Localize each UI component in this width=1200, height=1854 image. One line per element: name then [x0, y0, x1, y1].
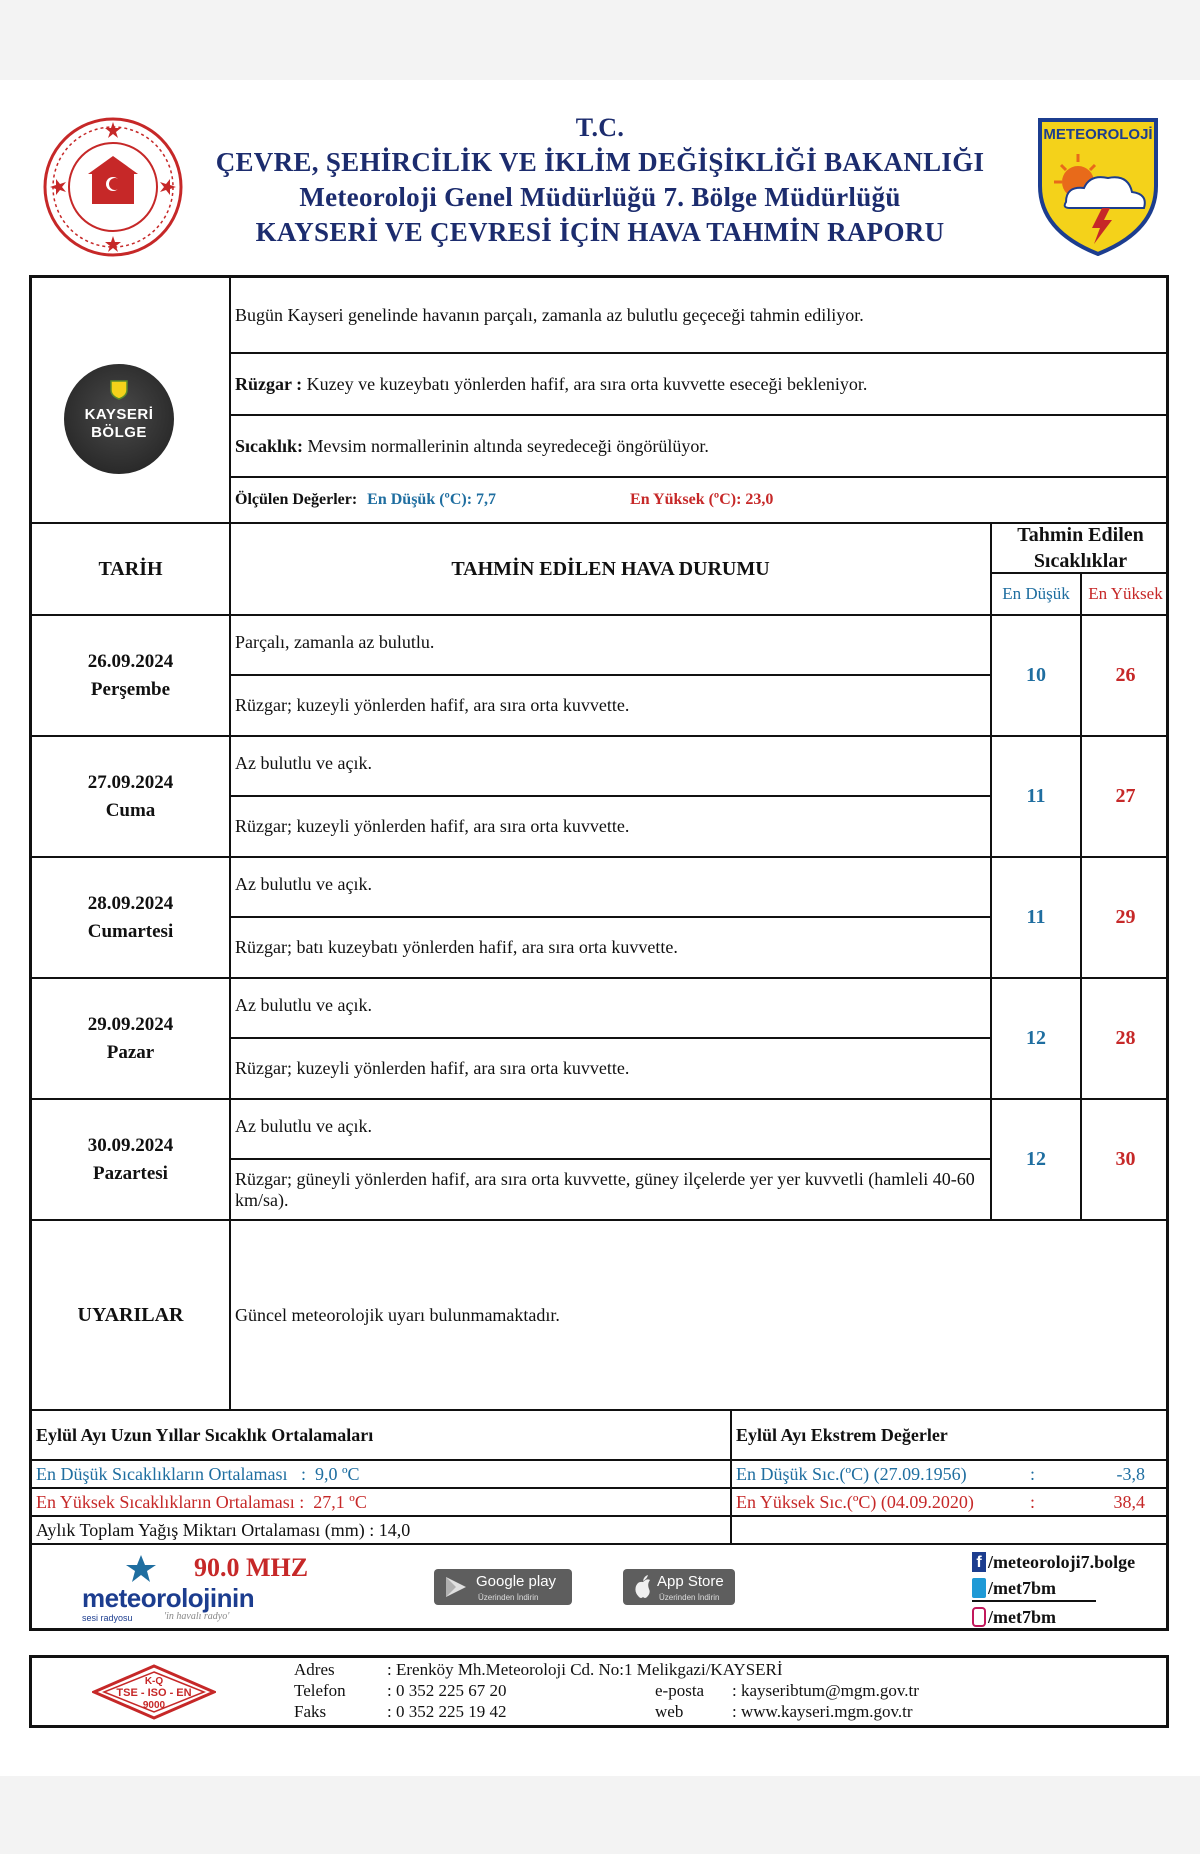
day-wind-cell — [231, 795, 992, 856]
climate-ext-min-colon: : — [1030, 1463, 1036, 1484]
header-min-cell — [992, 574, 1082, 614]
climate-ext-max-colon: : — [1030, 1491, 1036, 1512]
summary-temp-row — [231, 416, 1169, 478]
day-min-temp: 11 — [1026, 906, 1046, 928]
summary-wind-row — [231, 354, 1169, 416]
climate-right-title: Eylül Ayı Ekstrem Değerler — [736, 1424, 948, 1445]
day-wind: Rüzgar; güneyli yönlerden hafif, ara sıra orta kuvvette, güney ilçelerde yer yer kuvvetli (hamleli 40-60 km/sa). — [235, 1168, 975, 1210]
climate-max-avg: En Yüksek Sıcaklıkların Ortalaması : 27,1 ºC — [36, 1491, 367, 1512]
climate-min-avg-cell — [32, 1459, 732, 1487]
day-max-cell — [1082, 977, 1169, 1098]
day-weather-cell — [231, 1098, 992, 1158]
google-play-button[interactable] — [434, 1569, 572, 1605]
climate-ext-max-value: 38,4 — [1113, 1491, 1145, 1512]
climate-rain-avg: Aylık Toplam Yağış Miktarı Ortalaması (mm) : 14,0 — [36, 1519, 411, 1540]
summary-temp-text: Mevsim normallerinin altında seyredeceği öngörülüyor. — [303, 435, 709, 456]
day-weather: Az bulutlu ve açık. — [235, 874, 372, 894]
warnings-text-cell — [231, 1219, 1169, 1409]
day-name: Pazar — [106, 1041, 155, 1063]
day-max-temp: 26 — [1115, 664, 1136, 686]
climate-rain-cell — [32, 1515, 732, 1543]
report-header — [0, 80, 1200, 260]
climate-empty-cell — [732, 1515, 1169, 1543]
day-date: 29.09.2024 — [87, 1013, 174, 1035]
header-forecast: TAHMİN EDİLEN HAVA DURUMU — [451, 557, 770, 580]
meteoroloji-logo-text: METEOROLOJİ — [1043, 126, 1153, 143]
radio-sub: sesi radyosu — [82, 1613, 133, 1623]
day-wind-cell — [231, 1158, 992, 1219]
day-wind: Rüzgar; kuzeyli yönlerden hafif, ara sıra orta kuvvette. — [235, 695, 630, 715]
day-name: Cuma — [105, 799, 156, 821]
day-min-temp: 10 — [1026, 664, 1046, 686]
summary-wind-label: Rüzgar : — [235, 373, 303, 394]
day-min-temp: 11 — [1026, 785, 1046, 807]
day-wind-cell — [231, 674, 992, 735]
day-name: Perşembe — [90, 678, 171, 700]
phone-label: Telefon — [294, 1681, 346, 1700]
climate-max-avg-cell — [32, 1487, 732, 1515]
kayseri-bolge-badge — [64, 364, 174, 474]
day-date: 28.09.2024 — [87, 892, 174, 914]
day-date-cell — [32, 735, 231, 856]
summary-wind-text: Kuzey ve kuzeybatı yönlerden hafif, ara sıra orta kuvvette eseceği bekleniyor. — [302, 373, 868, 394]
app-store-sub: Üzerinden İndirin — [659, 1593, 720, 1602]
phone-value: : 0 352 225 67 20 — [387, 1681, 507, 1700]
day-wind: Rüzgar; kuzeyli yönlerden hafif, ara sıra orta kuvvette. — [235, 1058, 630, 1078]
day-date-cell — [32, 856, 231, 977]
day-min-temp: 12 — [1026, 1027, 1046, 1049]
ministry-seal-icon — [42, 116, 184, 258]
day-weather: Az bulutlu ve açık. — [235, 995, 372, 1015]
day-wind: Rüzgar; kuzeyli yönlerden hafif, ara sıra orta kuvvette. — [235, 816, 630, 836]
climate-left-title-cell — [32, 1409, 732, 1459]
header-min: En Düşük — [1002, 584, 1070, 603]
day-name: Pazartesi — [93, 1162, 168, 1184]
header-forecast-cell — [231, 522, 992, 614]
header-max: En Yüksek — [1088, 584, 1163, 603]
address-value: : Erenköy Mh.Meteoroloji Cd. No:1 Melikgazi/KAYSERİ — [387, 1660, 783, 1679]
day-max-cell — [1082, 1098, 1169, 1219]
header-report-title: KAYSERİ VE ÇEVRESİ İÇİN HAVA TAHMİN RAPORU — [255, 217, 945, 247]
header-temps-title: Tahmin Edilen Sıcaklıklar — [1017, 524, 1144, 572]
badge-line1: KAYSERİ — [84, 406, 154, 423]
day-max-cell — [1082, 735, 1169, 856]
summary-general-row — [231, 278, 1169, 354]
climate-ext-max-cell — [732, 1487, 1169, 1515]
climate-ext-min-value: -3,8 — [1116, 1463, 1145, 1484]
day-weather: Parçalı, zamanla az bulutlu. — [235, 632, 435, 652]
day-weather-cell — [231, 614, 992, 674]
radio-logo — [82, 1553, 312, 1625]
day-date: 30.09.2024 — [87, 1134, 174, 1156]
badge-line2: BÖLGE — [91, 424, 147, 441]
apple-icon — [633, 1575, 653, 1599]
day-wind-cell — [231, 1037, 992, 1098]
day-date: 27.09.2024 — [87, 771, 174, 793]
header-date-cell — [32, 522, 231, 614]
report-page — [0, 80, 1200, 1776]
day-wind-cell — [231, 916, 992, 977]
fax-label: Faks — [294, 1702, 327, 1721]
day-min-cell — [992, 735, 1082, 856]
twitter-icon — [972, 1578, 986, 1598]
warnings-text: Güncel meteorolojik uyarı bulunmamaktadır. — [235, 1304, 560, 1325]
summary-measured-row — [231, 478, 1169, 522]
day-min-cell — [992, 1098, 1082, 1219]
climate-right-title-cell — [732, 1409, 1169, 1459]
measured-label: Ölçülen Değerler: — [235, 491, 358, 508]
day-min-cell — [992, 614, 1082, 735]
email-value[interactable]: : kayseribtum@mgm.gov.tr — [732, 1681, 919, 1700]
tse-bot: 9000 — [142, 1700, 166, 1711]
web-label: web — [655, 1702, 684, 1721]
day-date: 26.09.2024 — [87, 650, 174, 672]
app-store-label: App Store — [657, 1573, 724, 1590]
header-ministry: ÇEVRE, ŞEHİRCİLİK VE İKLİM DEĞİŞİKLİĞİ BAKANLIĞI — [215, 147, 985, 177]
header-date: TARİH — [98, 557, 163, 580]
day-max-temp: 28 — [1115, 1027, 1136, 1049]
google-play-icon — [444, 1576, 468, 1598]
radio-star-icon — [126, 1555, 156, 1583]
forecast-table — [29, 275, 1169, 1631]
summary-general-text: Bugün Kayseri genelinde havanın parçalı, zamanla az bulutlu geçeceği tahmin ediliyor. — [235, 304, 864, 325]
climate-ext-min-cell — [732, 1459, 1169, 1487]
day-min-temp: 12 — [1026, 1148, 1046, 1170]
day-weather: Az bulutlu ve açık. — [235, 1116, 372, 1136]
day-max-temp: 30 — [1115, 1148, 1136, 1170]
facebook-handle: /meteoroloji7.bolge — [988, 1551, 1136, 1572]
day-weather: Az bulutlu ve açık. — [235, 753, 372, 773]
small-shield-icon — [110, 380, 128, 400]
address-label: Adres — [294, 1660, 335, 1679]
climate-ext-max-label: En Yüksek Sıc.(ºC) (04.09.2020) — [736, 1491, 974, 1512]
warnings-label: UYARILAR — [77, 1303, 184, 1326]
email-label: e-posta — [655, 1681, 705, 1700]
day-max-cell — [1082, 856, 1169, 977]
social-links — [972, 1549, 1162, 1629]
warnings-label-cell — [32, 1219, 231, 1409]
day-max-cell — [1082, 614, 1169, 735]
header-temps-cell — [992, 522, 1169, 574]
header-tc: T.C. — [575, 113, 625, 142]
meteoroloji-logo-icon — [1036, 116, 1160, 256]
tse-top: K-Q — [144, 1676, 164, 1687]
facebook-link[interactable] — [972, 1549, 1135, 1575]
day-name: Cumartesi — [87, 920, 174, 942]
badge-cell — [32, 278, 231, 522]
day-wind: Rüzgar; batı kuzeybatı yönlerden hafif, ara sıra orta kuvvette. — [235, 937, 678, 957]
day-max-temp: 29 — [1115, 906, 1136, 928]
google-play-label: Google play — [476, 1573, 557, 1590]
day-date-cell — [32, 977, 231, 1098]
header-max-cell — [1082, 574, 1169, 614]
measured-max: En Yüksek (ºC): 23,0 — [630, 491, 774, 508]
day-weather-cell — [231, 856, 992, 916]
climate-left-title: Eylül Ayı Uzun Yıllar Sıcaklık Ortalamaları — [36, 1424, 374, 1445]
tse-iso-logo-icon — [92, 1664, 216, 1720]
radio-slogan: 'in havalı radyo' — [164, 1611, 230, 1622]
header-title-block — [190, 110, 1010, 250]
radio-frequency: 90.0 MHZ — [194, 1553, 309, 1582]
contact-footer — [29, 1655, 1169, 1728]
google-play-sub: Üzerinden İndirin — [478, 1593, 539, 1602]
measured-min: En Düşük (ºC): 7,7 — [367, 491, 497, 508]
summary-temp-label: Sıcaklık: — [235, 435, 304, 456]
day-weather-cell — [231, 977, 992, 1037]
header-directorate: Meteoroloji Genel Müdürlüğü 7. Bölge Müdürlüğü — [299, 182, 901, 212]
day-weather-cell — [231, 735, 992, 795]
day-date-cell — [32, 614, 231, 735]
day-min-cell — [992, 856, 1082, 977]
day-min-cell — [992, 977, 1082, 1098]
instagram-icon — [972, 1607, 986, 1627]
facebook-icon: f — [972, 1552, 986, 1572]
tse-mid: TSE - ISO - EN — [116, 1687, 192, 1699]
web-value[interactable]: : www.kayseri.mgm.gov.tr — [732, 1702, 913, 1721]
day-max-temp: 27 — [1115, 785, 1136, 807]
radio-name: meteorolojinin — [82, 1583, 255, 1613]
instagram-link[interactable] — [972, 1604, 1056, 1630]
twitter-link[interactable] — [972, 1576, 1096, 1602]
twitter-handle: /met7bm — [988, 1577, 1056, 1598]
app-store-button[interactable] — [623, 1569, 735, 1605]
promo-row — [32, 1543, 1169, 1628]
climate-ext-min-label: En Düşük Sıc.(ºC) (27.09.1956) — [736, 1463, 967, 1484]
climate-min-avg: En Düşük Sıcaklıkların Ortalaması : 9,0 ºC — [36, 1463, 360, 1484]
instagram-handle: /met7bm — [988, 1606, 1056, 1627]
fax-value: : 0 352 225 19 42 — [387, 1702, 507, 1721]
day-date-cell — [32, 1098, 231, 1219]
